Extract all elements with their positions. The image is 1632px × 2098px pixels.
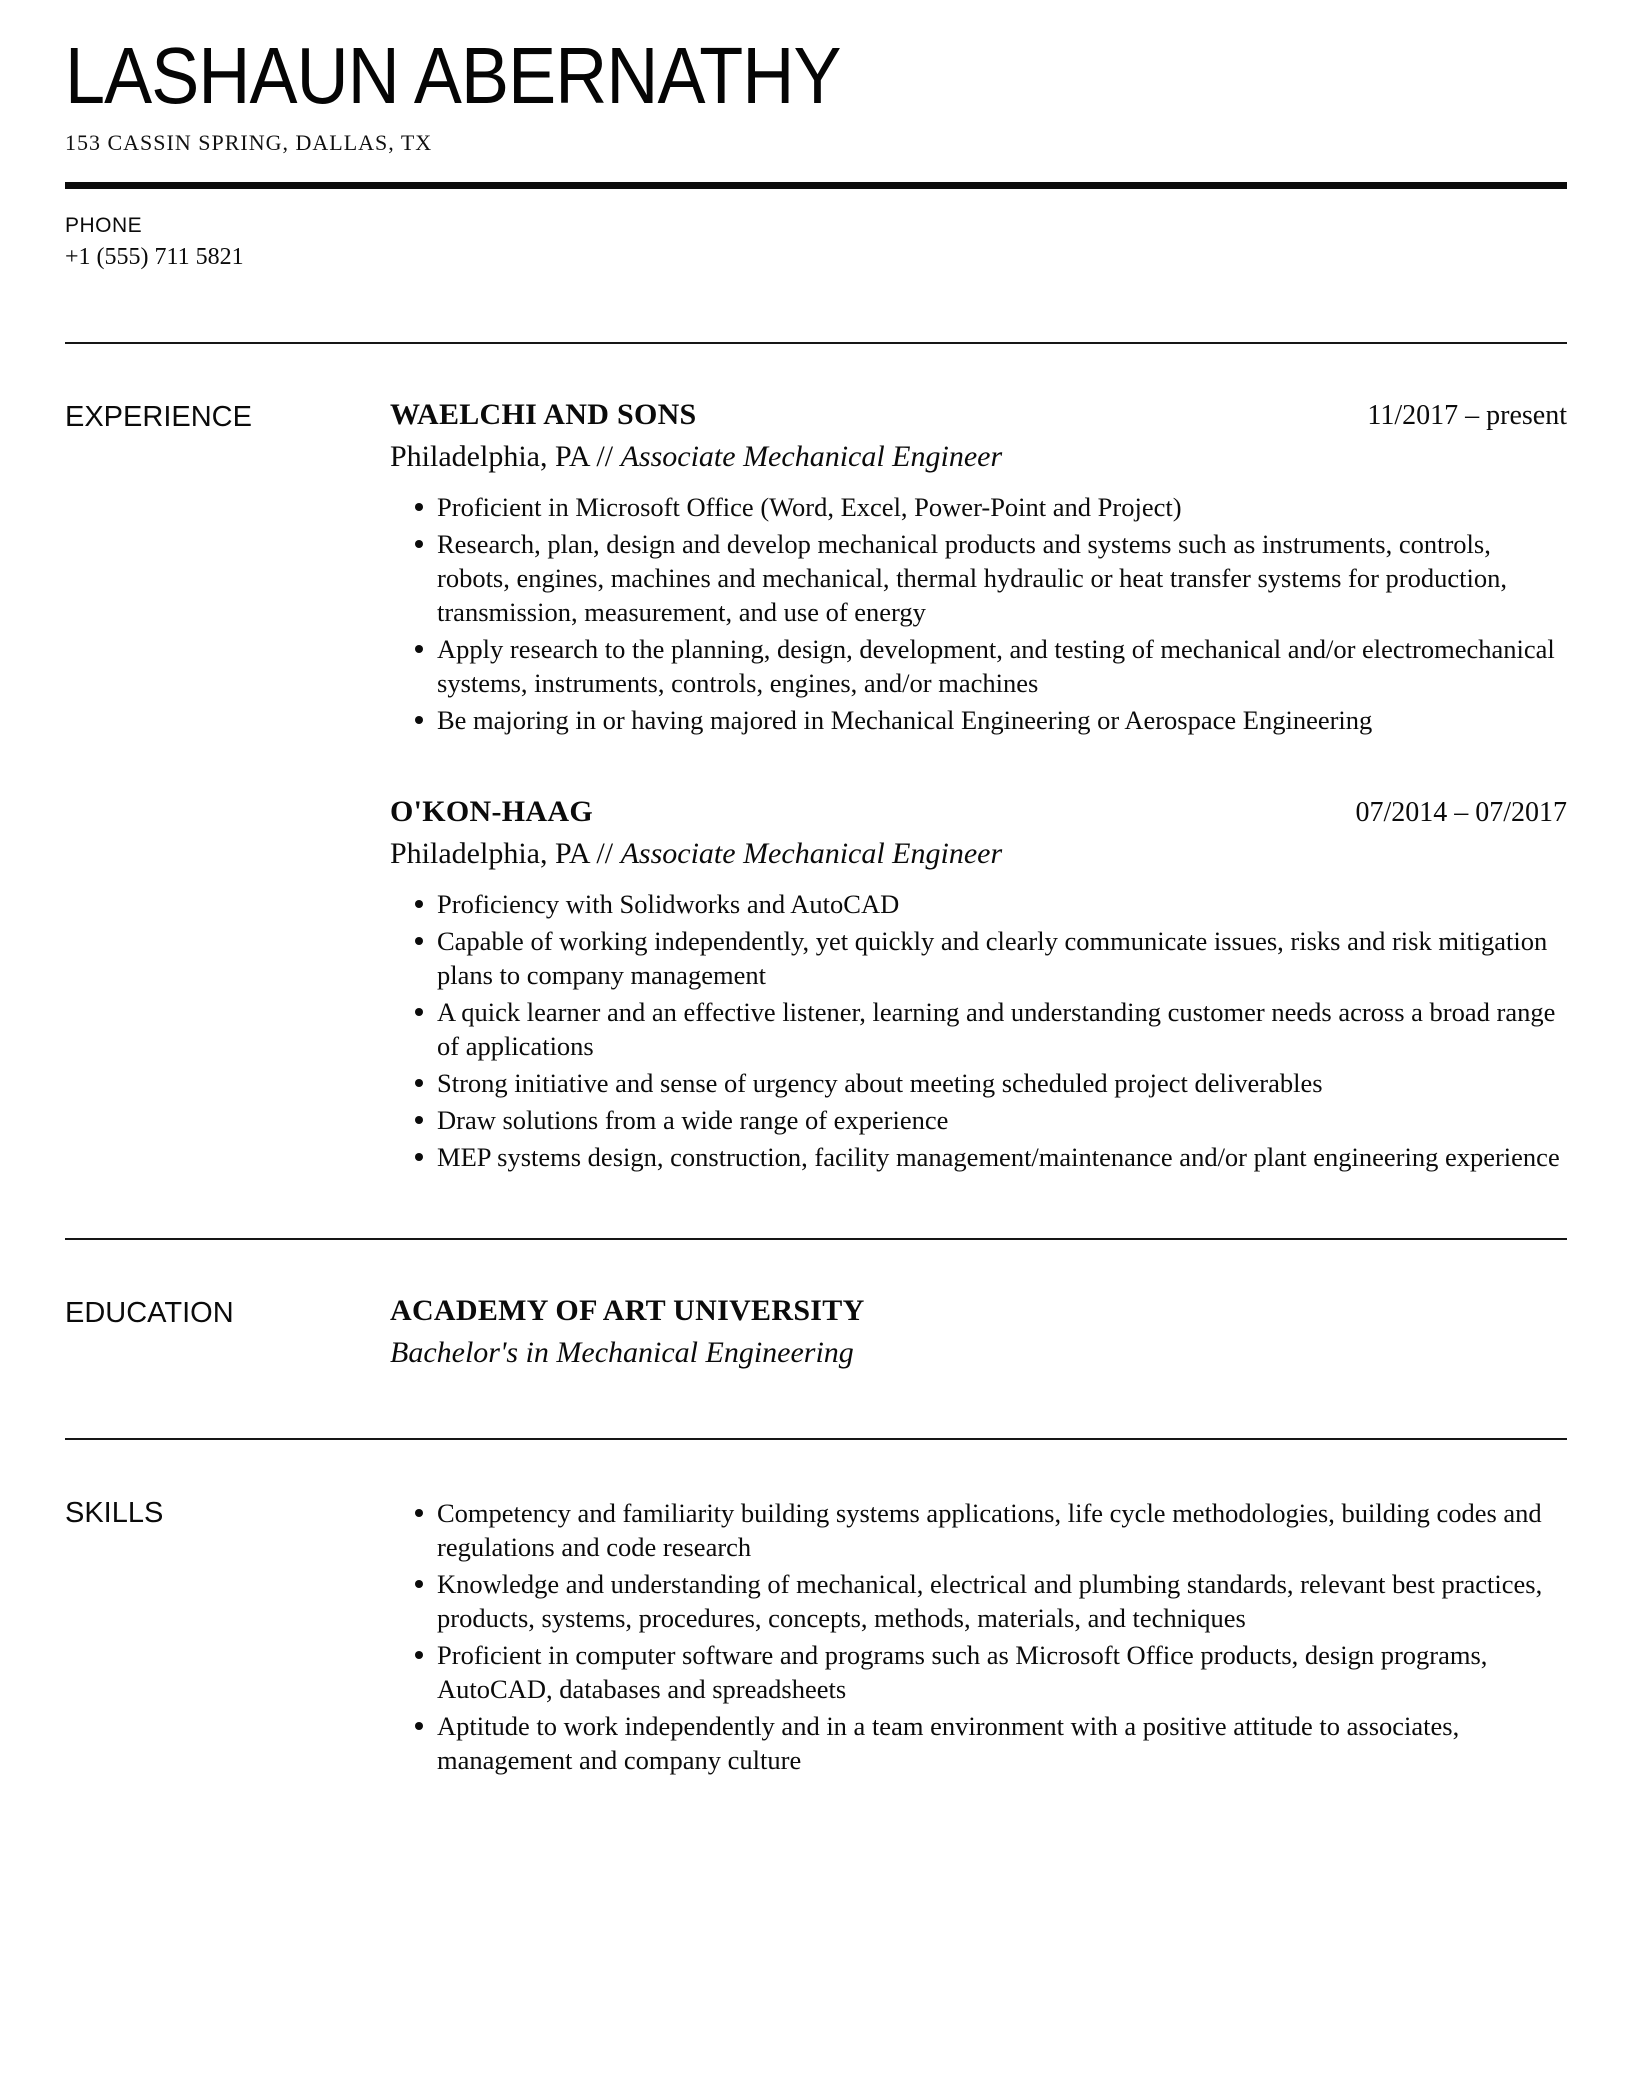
job-header bbox=[390, 793, 1567, 832]
section-divider bbox=[65, 342, 1567, 344]
header-divider-thick bbox=[65, 182, 1567, 189]
school-name: ACADEMY OF ART UNIVERSITY bbox=[390, 1294, 865, 1327]
job-location: Philadelphia, PA // bbox=[390, 440, 621, 473]
section-education bbox=[65, 1292, 1567, 1372]
bullet-item: Strong initiative and sense of urgency about meeting scheduled project deliverables bbox=[390, 1066, 1567, 1100]
address-line: 153 CASSIN SPRING, DALLAS, TX bbox=[65, 130, 433, 155]
resume-header bbox=[65, 31, 1567, 189]
section-divider bbox=[65, 1238, 1567, 1240]
job-dates: 07/2014 – 07/2017 bbox=[1355, 797, 1567, 828]
section-skills bbox=[65, 1492, 1567, 1777]
bullet-item: Apply research to the planning, design, development, and testing of mechanical and/or electromechanical systems, instruments, controls, engines, and/or machines bbox=[390, 632, 1567, 700]
education-content bbox=[390, 1292, 1567, 1372]
bullet-item: Aptitude to work independently and in a team environment with a positive attitude to associates, management and company culture bbox=[390, 1709, 1567, 1777]
bullet-item: Capable of working independently, yet quickly and clearly communicate issues, risks and risk mitigation plans to company management bbox=[390, 924, 1567, 992]
job-header bbox=[390, 396, 1567, 435]
skills-bullet-list bbox=[390, 1496, 1567, 1777]
bullet-item: Be majoring in or having majored in Mechanical Engineering or Aerospace Engineering bbox=[390, 703, 1567, 737]
contact-block bbox=[65, 213, 1567, 272]
bullet-item: A quick learner and an effective listener, learning and understanding customer needs across a broad range of applications bbox=[390, 995, 1567, 1063]
bullet-item: Research, plan, design and develop mechanical products and systems such as instruments, controls, robots, engines, machines and mechanical, thermal hydraulic or heat transfer systems for production, transmission, measurement, and use of energy bbox=[390, 527, 1567, 629]
job-dates: 11/2017 – present bbox=[1367, 400, 1567, 431]
job-bullet-list bbox=[390, 490, 1567, 737]
section-divider bbox=[65, 1438, 1567, 1440]
page-title: LASHAUN ABERNATHY bbox=[65, 31, 841, 120]
job-entry bbox=[390, 793, 1567, 1174]
company-name: WAELCHI AND SONS bbox=[390, 398, 697, 431]
experience-content bbox=[390, 396, 1567, 1174]
bullet-item: MEP systems design, construction, facility management/maintenance and/or plant engineering experience bbox=[390, 1140, 1567, 1174]
job-subtitle bbox=[390, 835, 1567, 873]
education-section-label: EDUCATION bbox=[65, 1297, 234, 1329]
bullet-item: Proficient in Microsoft Office (Word, Excel, Power-Point and Project) bbox=[390, 490, 1567, 524]
job-entry bbox=[390, 396, 1567, 737]
company-name: O'KON-HAAG bbox=[390, 795, 593, 828]
skills-section-label: SKILLS bbox=[65, 1497, 164, 1529]
phone-value: +1 (555) 711 5821 bbox=[65, 244, 244, 270]
bullet-item: Proficient in computer software and programs such as Microsoft Office products, design programs, AutoCAD, databases and spreadsheets bbox=[390, 1638, 1567, 1706]
job-role: Associate Mechanical Engineer bbox=[620, 837, 1003, 870]
experience-section-label: EXPERIENCE bbox=[65, 401, 252, 433]
job-role: Associate Mechanical Engineer bbox=[620, 440, 1003, 473]
job-subtitle bbox=[390, 438, 1567, 476]
job-location: Philadelphia, PA // bbox=[390, 837, 621, 870]
bullet-item: Proficiency with Solidworks and AutoCAD bbox=[390, 887, 1567, 921]
bullet-item: Draw solutions from a wide range of experience bbox=[390, 1103, 1567, 1137]
bullet-item: Competency and familiarity building systems applications, life cycle methodologies, building codes and regulations and code research bbox=[390, 1496, 1567, 1564]
degree-line: Bachelor's in Mechanical Engineering bbox=[390, 1336, 854, 1369]
skills-content bbox=[390, 1492, 1567, 1777]
job-bullet-list bbox=[390, 887, 1567, 1174]
bullet-item: Knowledge and understanding of mechanical, electrical and plumbing standards, relevant best practices, products, systems, procedures, concepts, methods, materials, and techniques bbox=[390, 1567, 1567, 1635]
phone-label: PHONE bbox=[65, 214, 143, 237]
section-experience bbox=[65, 396, 1567, 1174]
